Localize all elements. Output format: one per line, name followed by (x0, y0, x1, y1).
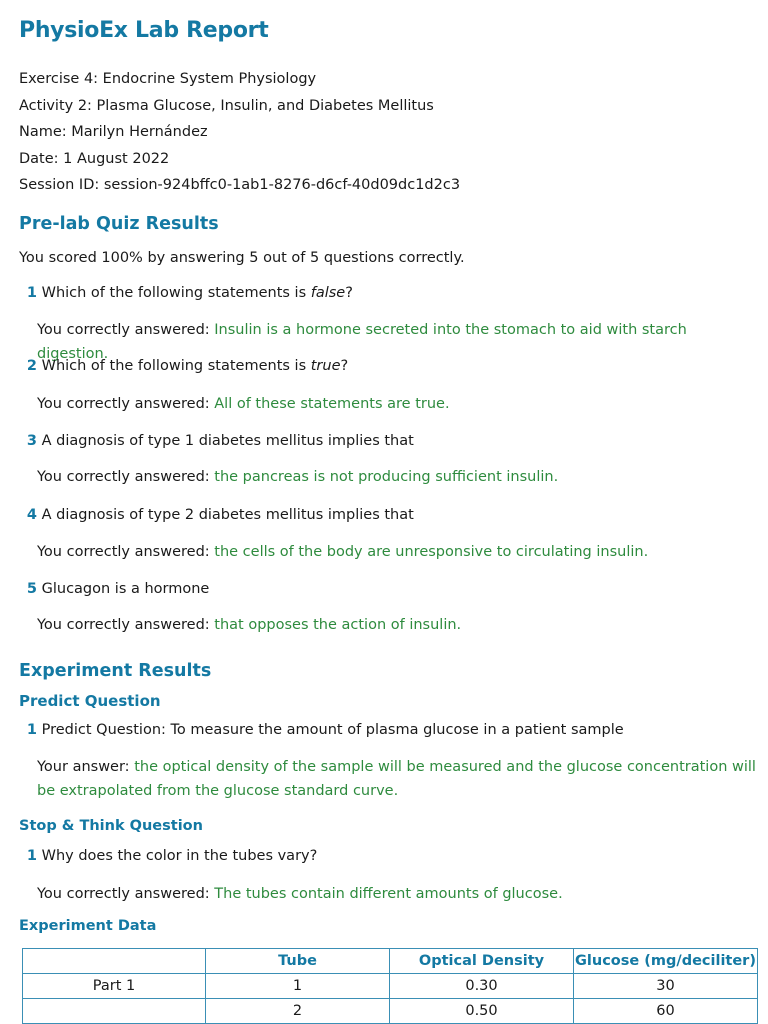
table-row (23, 974, 758, 999)
table-cell (23, 999, 206, 1024)
question-suffix: ? (345, 285, 353, 301)
answer-text: the cells of the body are unresponsive to circulating insulin. (214, 544, 649, 560)
question-text: Why does the color in the tubes vary? (41, 848, 318, 864)
report-meta (19, 66, 460, 199)
answer-text: that opposes the action of insulin. (214, 617, 462, 633)
predict-question (19, 722, 624, 738)
prelab-score: You scored 100% by answering 5 out of 5 questions correctly. (19, 250, 465, 266)
question-number: 1 (26, 722, 37, 738)
predict-answer (37, 755, 759, 803)
table-cell: 0.30 (390, 974, 574, 999)
table-cell: 2 (206, 999, 390, 1024)
table-row (23, 999, 758, 1024)
column-header: Glucose (mg/deciliter) (574, 949, 758, 974)
question-number: 5 (26, 581, 37, 597)
prelab-heading: Pre-lab Quiz Results (19, 214, 219, 234)
experiment-data-table (22, 948, 758, 1024)
quiz-question (19, 433, 414, 449)
quiz-question (19, 358, 348, 374)
quiz-question (19, 285, 353, 301)
column-header (23, 949, 206, 974)
question-number: 3 (26, 433, 37, 449)
quiz-answer (37, 392, 759, 416)
experiment-heading: Experiment Results (19, 661, 212, 681)
question-text: Which of the following statements is (41, 358, 311, 374)
question-text: Glucagon is a hormone (41, 581, 210, 597)
stop-think-question (19, 848, 317, 864)
experiment-data-heading: Experiment Data (19, 918, 157, 934)
question-suffix: ? (340, 358, 349, 374)
answer-lead: Your answer: (37, 759, 135, 775)
answer-text: All of these statements are true. (214, 396, 450, 412)
answer-text: the pancreas is not producing sufficient insulin. (214, 469, 559, 485)
stop-think-heading: Stop & Think Question (19, 818, 203, 834)
table-cell: 1 (206, 974, 390, 999)
question-number: 2 (26, 358, 37, 374)
question-number: 1 (26, 285, 37, 301)
quiz-answer (37, 465, 759, 489)
question-number: 4 (26, 507, 37, 523)
question-text: A diagnosis of type 1 diabetes mellitus implies that (41, 433, 414, 449)
answer-lead: You correctly answered: (37, 322, 215, 338)
session-id: Session ID: session-924bffc0-1ab1-8276-d6cf-40d09dc1d2c3 (19, 177, 461, 193)
quiz-question (19, 507, 414, 523)
exercise-line: Exercise 4: Endocrine System Physiology (19, 71, 317, 87)
column-header: Tube (206, 949, 390, 974)
answer-text: The tubes contain different amounts of glucose. (214, 886, 563, 902)
answer-lead: You correctly answered: (37, 544, 215, 560)
student-name: Name: Marilyn Hernández (19, 124, 208, 140)
quiz-answer (37, 540, 759, 564)
report-date: Date: 1 August 2022 (19, 150, 170, 167)
question-text: A diagnosis of type 2 diabetes mellitus implies that (41, 507, 414, 523)
table-header-row (23, 949, 758, 974)
predict-heading: Predict Question (19, 692, 161, 710)
question-number: 1 (26, 848, 37, 864)
question-text: Predict Question: To measure the amount of plasma glucose in a patient sample (41, 722, 624, 738)
question-text: Which of the following statements is (41, 285, 311, 301)
table-cell: 0.50 (390, 999, 574, 1024)
quiz-question (19, 581, 209, 597)
answer-text: the optical density of the sample will be measured and the glucose concentration will be extrapolated from the glucose standard curve. (37, 759, 756, 799)
answer-lead: You correctly answered: (37, 469, 215, 485)
quiz-answer (37, 613, 759, 637)
answer-lead: You correctly answered: (37, 396, 215, 412)
activity-line: Activity 2: Plasma Glucose, Insulin, and Diabetes Mellitus (19, 97, 434, 114)
column-header: Optical Density (390, 949, 574, 974)
answer-text: Insulin is a hormone secreted into the stomach to aid with starch digestion. (37, 322, 687, 362)
question-emphasis: true (310, 358, 341, 374)
table-cell: 30 (574, 974, 758, 999)
answer-lead: You correctly answered: (37, 886, 215, 902)
answer-lead: You correctly answered: (37, 617, 215, 633)
page-title: PhysioEx Lab Report (19, 18, 269, 43)
question-emphasis: false (310, 285, 346, 301)
table-cell: 60 (574, 999, 758, 1024)
table-cell: Part 1 (23, 974, 206, 999)
stop-think-answer (37, 882, 759, 906)
